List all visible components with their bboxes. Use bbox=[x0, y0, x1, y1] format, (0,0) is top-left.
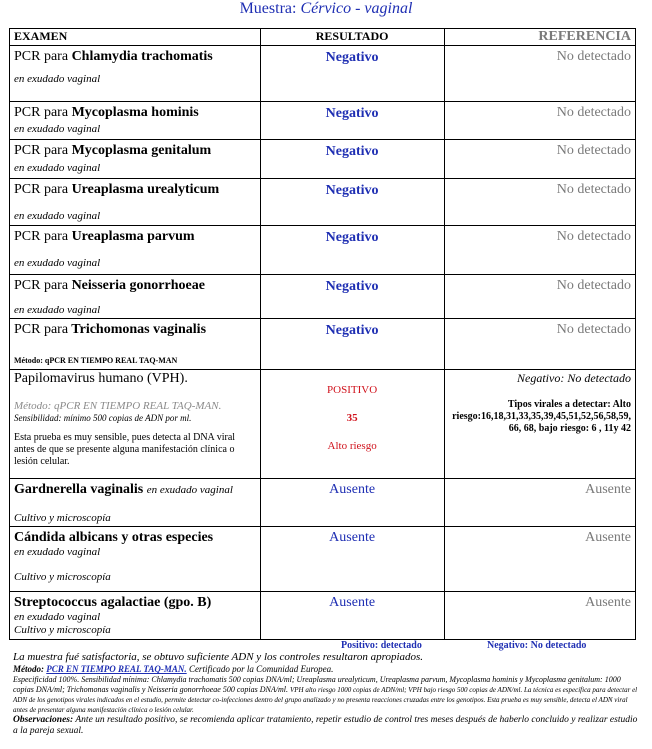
reference-value: Ausente bbox=[585, 530, 631, 545]
exam-method: Método: qPCR EN TIEMPO REAL TAQ-MAN. bbox=[14, 400, 222, 412]
reference-value: No detectado bbox=[556, 322, 631, 337]
exam-name: PCR para Ureaplasma parvum bbox=[14, 229, 195, 244]
footer-notes bbox=[13, 651, 639, 737]
reference-cell bbox=[444, 46, 635, 102]
footer-method-label: Método: bbox=[13, 664, 44, 674]
col-exam: EXAMEN bbox=[10, 29, 261, 46]
result-cell bbox=[260, 275, 444, 319]
result-value: Negativo bbox=[325, 144, 379, 159]
reference-negative: Negativo: No detectado bbox=[517, 371, 631, 385]
result-cell bbox=[260, 592, 444, 640]
reference-value: No detectado bbox=[556, 229, 631, 244]
exam-cell bbox=[10, 140, 261, 179]
exam-method: Método: qPCR EN TIEMPO REAL TAQ-MAN bbox=[14, 356, 178, 365]
result-risk: Alto riesgo bbox=[327, 440, 377, 452]
table-row bbox=[10, 275, 636, 319]
result-positive: POSITIVO bbox=[327, 384, 378, 396]
reference-value: No detectado bbox=[556, 182, 631, 197]
footer-method-rest: Certificado por la Comunidad Europea. bbox=[188, 664, 334, 674]
table-row bbox=[10, 226, 636, 275]
reference-value: Ausente bbox=[585, 482, 631, 497]
exam-cell bbox=[10, 370, 261, 479]
exam-cell bbox=[10, 275, 261, 319]
reference-value: Ausente bbox=[585, 595, 631, 610]
exam-name: Gardnerella vaginalis bbox=[14, 482, 144, 497]
exam-sub: en exudado vaginal bbox=[14, 304, 101, 316]
exam-cell bbox=[10, 226, 261, 275]
exam-cell bbox=[10, 319, 261, 370]
footer-spec: Especificidad 100%. Sensibilidad mínima: Chlamydia trachomatis 500 copias DNA/ml; Ureaplasma urealyticum, Ureaplasma parvum, Mycoplasma hominis y Mycoplasma genitalum: 1000 copias DNA/ml; Trichomonas vaginalis y Neisseria gonorrhoeae 500 copias DNA/ml. bbox=[13, 675, 621, 694]
result-value: Ausente bbox=[329, 595, 376, 610]
exam-name: PCR para Mycoplasma hominis bbox=[14, 105, 199, 120]
result-cell bbox=[260, 179, 444, 226]
exam-cell bbox=[10, 592, 261, 640]
result-value: Ausente bbox=[329, 530, 376, 545]
exam-method: Cultivo y microscopía bbox=[14, 624, 111, 636]
result-type: 35 bbox=[346, 412, 358, 424]
table-row bbox=[10, 46, 636, 102]
exam-sub: en exudado vaginal bbox=[14, 73, 101, 85]
exam-cell bbox=[10, 46, 261, 102]
exam-name: PCR para Mycoplasma genitalum bbox=[14, 143, 212, 158]
result-value: Negativo bbox=[325, 50, 379, 65]
table-row bbox=[10, 592, 636, 640]
result-cell bbox=[260, 527, 444, 592]
exam-sub: en exudado vaginal bbox=[146, 484, 233, 496]
footer-observations bbox=[13, 715, 639, 737]
exam-note: Esta prueba es muy sensible, pues detecta al DNA viral antes de que se presente alguna manifestación clínica o lesión celular. bbox=[14, 432, 236, 467]
result-cell bbox=[260, 140, 444, 179]
result-cell bbox=[260, 46, 444, 102]
reference-cell bbox=[444, 527, 635, 592]
reference-cell bbox=[444, 226, 635, 275]
result-cell bbox=[260, 479, 444, 527]
table-row bbox=[10, 319, 636, 370]
exam-name: Papilomavirus humano (VPH). bbox=[14, 371, 188, 386]
reference-value: No detectado bbox=[556, 143, 631, 158]
table-row bbox=[10, 102, 636, 140]
result-value: Negativo bbox=[325, 279, 379, 294]
result-value: Negativo bbox=[325, 106, 379, 121]
exam-sub: en exudado vaginal bbox=[14, 210, 101, 222]
reference-value: No detectado bbox=[556, 49, 631, 64]
reference-cell bbox=[444, 370, 635, 479]
sample-type: Cérvico - vaginal bbox=[300, 0, 413, 17]
reference-value: No detectado bbox=[556, 278, 631, 293]
result-value: Negativo bbox=[325, 230, 379, 245]
footer-vph-spec: VPH alto riesgo 1000 copias de ADN/ml; VPH bajo riesgo 500 copias de ADN/ml. La técnica es específica para detectar el ADN de los genotipos virales indicados en el estudio, permite detectar co-infecciones dentro del grupo analizado y no presenta reacciones cruzadas entre los genotipos. Esta prueba es muy sensible, detecta el ADN viral antes de presentar alguna manifestación clínica o lesión celular. bbox=[13, 686, 638, 714]
reference-cell bbox=[444, 319, 635, 370]
sample-title bbox=[0, 0, 652, 18]
footer-sample-note: La muestra fué satisfactoria, se obtuvo suficiente ADN y los controles resultaron apropiados. bbox=[13, 651, 424, 663]
exam-cell bbox=[10, 527, 261, 592]
reference-cell bbox=[444, 275, 635, 319]
sample-prefix: Muestra: bbox=[239, 0, 297, 17]
exam-name: PCR para Trichomonas vaginalis bbox=[14, 322, 207, 337]
results-table bbox=[9, 28, 636, 640]
footer-method-link: PCR EN TIEMPO REAL TAQ-MAN. bbox=[46, 664, 187, 674]
result-cell bbox=[260, 370, 444, 479]
result-cell bbox=[260, 226, 444, 275]
table-row-vph bbox=[10, 370, 636, 479]
table-row bbox=[10, 479, 636, 527]
exam-name: PCR para Neisseria gonorrhoeae bbox=[14, 278, 205, 293]
exam-sub: en exudado vaginal bbox=[14, 123, 101, 135]
reference-cell bbox=[444, 479, 635, 527]
reference-cell bbox=[444, 592, 635, 640]
reference-cell bbox=[444, 102, 635, 140]
legend-positive: Positivo: detectado bbox=[341, 640, 422, 651]
footer-specificity bbox=[13, 675, 639, 715]
exam-sensitivity: Sensibilidad: mínimo 500 copias de ADN por ml. bbox=[14, 413, 192, 423]
result-value: Negativo bbox=[325, 183, 379, 198]
exam-method: Cultivo y microscopía bbox=[14, 512, 111, 524]
result-cell bbox=[260, 319, 444, 370]
footer-method bbox=[13, 664, 639, 675]
legend-negative: Negativo: No detectado bbox=[487, 640, 587, 651]
reference-cell bbox=[444, 140, 635, 179]
exam-sub: en exudado vaginal bbox=[14, 162, 101, 174]
exam-name: PCR para Chlamydia trachomatis bbox=[14, 49, 213, 64]
exam-cell bbox=[10, 179, 261, 226]
footer-obs-label: Observaciones: bbox=[13, 715, 74, 725]
exam-sub: en exudado vaginal bbox=[14, 611, 101, 623]
table-row bbox=[10, 140, 636, 179]
exam-cell bbox=[10, 102, 261, 140]
footer-obs: Ante un resultado positivo, se recomienda aplicar tratamiento, repetir estudio de control tres meses después de haberlo concluido y realizar estudio a la pareja sexual. bbox=[13, 715, 638, 736]
result-value: Ausente bbox=[329, 482, 376, 497]
table-row bbox=[10, 527, 636, 592]
exam-name: Streptococcus agalactiae (gpo. B) bbox=[14, 595, 212, 610]
reference-cell bbox=[444, 179, 635, 226]
table-header bbox=[10, 29, 636, 46]
exam-name: PCR para Ureaplasma urealyticum bbox=[14, 182, 220, 197]
col-result: RESULTADO bbox=[260, 29, 444, 46]
exam-name: Cándida albicans y otras especies bbox=[14, 530, 214, 545]
exam-sub: en exudado vaginal bbox=[14, 257, 101, 269]
result-cell bbox=[260, 102, 444, 140]
reference-value: No detectado bbox=[556, 105, 631, 120]
table-row bbox=[10, 179, 636, 226]
result-value: Negativo bbox=[325, 323, 379, 338]
exam-method: Cultivo y microscopía bbox=[14, 571, 111, 583]
exam-cell bbox=[10, 479, 261, 527]
col-reference: REFERENCIA bbox=[444, 29, 635, 46]
reference-types: Tipos virales a detectar: Alto riesgo:16,18,31,33,35,39,45,51,52,56,58,59, 66, 68, bajo riesgo: 6 , 11y 42 bbox=[452, 399, 631, 434]
exam-sub: en exudado vaginal bbox=[14, 546, 101, 558]
